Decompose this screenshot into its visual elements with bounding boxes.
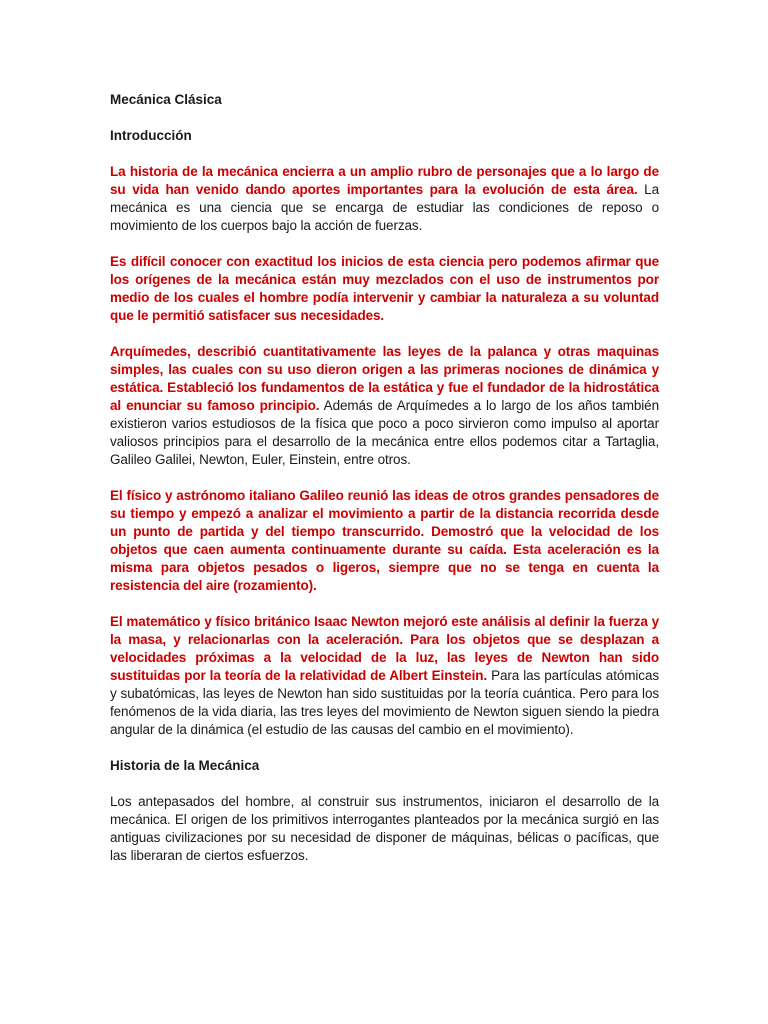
section-heading-introduction: Introducción (110, 128, 192, 143)
highlighted-text: Es difícil conocer con exactitud los inicios de esta ciencia pero podemos afirmar que los orígenes de la mecánica están muy mezclados con el uso de instrumentos por medio de los cuales el hombre podía intervenir y cambiar la naturaleza a su voluntad que le permitió satisfacer sus necesidades. (110, 254, 659, 323)
paragraph (110, 163, 659, 235)
paragraph (110, 487, 659, 595)
section-heading-history: Historia de la Mecánica (110, 758, 260, 773)
paragraph (110, 343, 659, 469)
document-page (110, 91, 659, 883)
paragraph (110, 613, 659, 739)
paragraph (110, 793, 659, 865)
highlighted-text: Arquímedes, describió cuantitativamente las leyes de la palanca y otras maquinas simples, las cuales con su uso dieron origen a las primeras nociones de dinámica y estática. Estableció los fundamentos de la estática y fue el fundador de la hidrostática al enunciar su famoso principio. (110, 344, 659, 413)
highlighted-text: El matemático y físico británico Isaac Newton mejoró este análisis al definir la fuerza y la masa, y relacionarlas con la aceleración. Para los objetos que se desplazan a velocidades próximas a la velocidad de la luz, las leyes de Newton han sido sustituidas por la teoría de la relatividad de Albert Einstein. (110, 614, 659, 683)
paragraph (110, 253, 659, 325)
body-text: La mecánica es una ciencia que se encarga de estudiar las condiciones de reposo o movimiento de los cuerpos bajo la acción de fuerzas. (110, 182, 660, 233)
body-text: Para las partículas atómicas y subatómicas, las leyes de Newton han sido sustituidas por la teoría cuántica. Pero para los fenómenos de la vida diaria, las tres leyes del movimiento de Newton siguen siendo la piedra angular de la dinámica (el estudio de las causas del cambio en el movimiento). (110, 668, 659, 737)
highlighted-text: La historia de la mecánica encierra a un amplio rubro de personajes que a lo largo de su vida han venido dando aportes importantes para la evolución de esta área. (110, 164, 659, 197)
body-text: Los antepasados del hombre, al construir sus instrumentos, iniciaron el desarrollo de la mecánica. El origen de los primitivos interrogantes planteados por la mecánica surgió en las antiguas civilizaciones por su necesidad de disponer de máquinas, bélicas o pacíficas, que las liberaran de ciertos esfuerzos. (110, 794, 659, 863)
document-title: Mecánica Clásica (110, 92, 222, 107)
highlighted-text: El físico y astrónomo italiano Galileo reunió las ideas de otros grandes pensadores de su tiempo y empezó a analizar el movimiento a partir de la distancia recorrida desde un punto de partida y del tiempo transcurrido. Demostró que la velocidad de los objetos que caen aumenta continuamente durante su caída. Esta aceleración es la misma para objetos pesados o ligeros, siempre que no se tenga en cuenta la resistencia del aire (rozamiento). (110, 488, 659, 593)
body-text: Además de Arquímedes a lo largo de los años también existieron varios estudiosos de la física que poco a poco sirvieron como impulso al aportar valiosos principios para el desarrollo de la mecánica entre ellos podemos citar a Tartaglia, Galileo Galilei, Newton, Euler, Einstein, entre otros. (110, 398, 659, 467)
